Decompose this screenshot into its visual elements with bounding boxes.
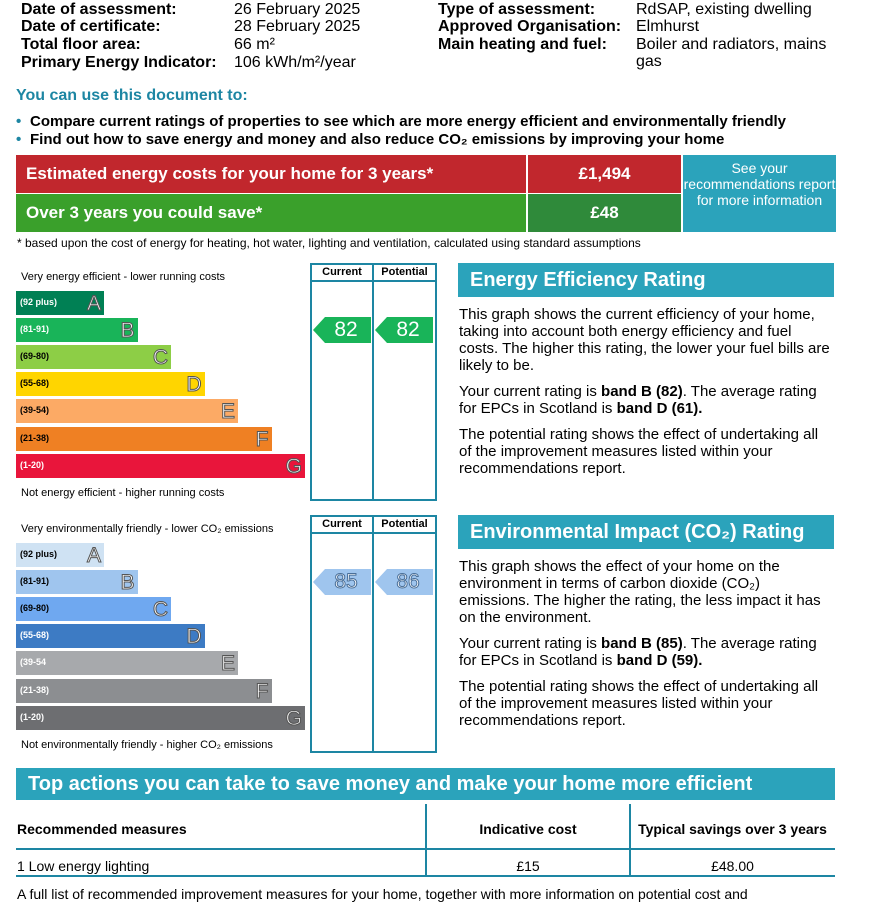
env-chart-divider — [372, 515, 374, 753]
env-bottom-caption: Not environmentally friendly - higher CO₂ emissions — [21, 739, 273, 751]
band-range: (55-68) — [20, 378, 50, 389]
band-e — [16, 399, 238, 423]
band-letter: B — [120, 571, 135, 595]
band-b — [16, 318, 138, 342]
energy-chart-header-line — [310, 280, 437, 282]
date-of-assessment-value: 26 February 2025 — [234, 1, 361, 18]
table-row-line — [16, 875, 835, 877]
band-c — [16, 597, 171, 621]
env-panel-text — [459, 558, 834, 738]
band-letter: A — [86, 544, 101, 567]
env-chart-header-line — [310, 532, 437, 534]
band-f — [16, 679, 272, 703]
type-of-assessment-value: RdSAP, existing dwelling — [636, 1, 812, 18]
table-row-cost: £15 — [516, 858, 540, 874]
estimated-costs-value: £1,494 — [528, 155, 681, 193]
band-a — [16, 291, 104, 315]
potential-rating-value: 82 — [396, 318, 420, 342]
band-d — [16, 372, 205, 396]
col-header-measures: Recommended measures — [17, 821, 187, 837]
band-g — [16, 454, 305, 478]
band-range: (81-91) — [20, 576, 50, 587]
potential-savings-label: Over 3 years you could save* — [16, 194, 526, 232]
see-recommendations-box[interactable]: See your recommendations report for more information — [683, 155, 836, 232]
band-range: (81-91) — [20, 324, 50, 335]
band-range: (55-68) — [20, 630, 50, 641]
approved-organisation-value: Elmhurst — [636, 18, 700, 35]
energy-rating-text: Your current rating is — [459, 383, 602, 400]
band-letter: D — [186, 373, 202, 397]
band-range: (69-80) — [20, 351, 50, 362]
energy-chart-divider — [372, 263, 374, 501]
date-of-assessment-label: Date of assessment: — [21, 1, 177, 18]
usage-title: You can use this document to: — [16, 87, 248, 104]
env-top-caption: Very environmentally friendly - lower CO₂ emissions — [21, 523, 274, 535]
band-letter: C — [152, 346, 168, 370]
band-range: (39-54) — [20, 405, 50, 416]
energy-panel-para: The potential rating shows the effect of undertaking all of the improvement measures listed within your recommendations report. — [459, 426, 819, 477]
date-of-certificate-value: 28 February 2025 — [234, 18, 361, 35]
band-range: (92 plus) — [20, 549, 58, 559]
current-rating-value: 85 — [334, 570, 358, 594]
env-potential-header: Potential — [381, 518, 428, 530]
col-header-cost: Indicative cost — [479, 821, 577, 837]
env-rating-text: Your current rating is — [459, 635, 602, 652]
band-g — [16, 706, 305, 730]
primary-energy-indicator-label: Primary Energy Indicator: — [21, 54, 217, 71]
table-row-measure: 1 Low energy lighting — [17, 858, 150, 874]
current-rating-value: 82 — [334, 318, 358, 342]
band-letter: F — [255, 427, 269, 451]
energy-bottom-caption: Not energy efficient - higher running costs — [21, 487, 225, 499]
band-letter: G — [285, 706, 302, 730]
energy-panel-para: This graph shows the current efficiency of your home, taking into account both energy efficiency and fuel costs. The higher this rating, the lower your fuel bills are likely to be. — [459, 306, 830, 374]
energy-panel-title: Energy Efficiency Rating — [458, 263, 834, 297]
band-range: (21-38) — [20, 684, 50, 695]
band-range: (21-38) — [20, 432, 50, 443]
band-letter: E — [220, 652, 235, 676]
cost-footnote: * based upon the cost of energy for heating, hot water, lighting and ventilation, calculated using standard assumptions — [17, 236, 641, 250]
band-f — [16, 427, 272, 451]
table-row-saving: £48.00 — [711, 858, 754, 874]
env-panel-para: The potential rating shows the effect of undertaking all of the improvement measures listed within your recommendations report. — [459, 678, 819, 729]
band-range: (69-80) — [20, 603, 50, 614]
band-a — [16, 543, 104, 567]
env-panel-para: This graph shows the effect of your home on the environment in terms of carbon dioxide (CO₂) emissions. The higher the rating, the less impact it has on the environment. — [459, 558, 821, 626]
top-actions-title: Top actions you can take to save money and make your home more efficient — [16, 768, 835, 800]
band-range: (39-54 — [20, 657, 47, 668]
band-range: (1-20) — [20, 459, 45, 470]
env-panel-title: Environmental Impact (CO₂) Rating — [458, 515, 834, 549]
usage-bullet: • Compare current ratings of properties to see which are more energy efficient and environmentally friendly — [16, 113, 787, 130]
estimated-costs-label: Estimated energy costs for your home for 3 years* — [16, 155, 526, 193]
band-letter: C — [152, 598, 168, 622]
total-floor-area-label: Total floor area: — [21, 36, 141, 53]
band-letter: F — [255, 679, 269, 703]
band-letter: A — [86, 292, 101, 315]
band-letter: D — [186, 625, 202, 649]
band-letter: G — [285, 454, 302, 478]
band-c — [16, 345, 171, 369]
usage-bullet-text: Find out how to save energy and money and also reduce CO₂ emissions by improving your home — [30, 131, 725, 148]
band-range: (92 plus) — [20, 297, 58, 307]
primary-energy-indicator-value: 106 kWh/m²/year — [234, 54, 356, 71]
energy-current-header: Current — [322, 266, 362, 278]
band-d — [16, 624, 205, 648]
type-of-assessment-label: Type of assessment: — [438, 1, 596, 18]
energy-average-band: band D (61). — [616, 400, 703, 417]
main-heating-label: Main heating and fuel: — [438, 36, 607, 53]
potential-savings-value: £48 — [528, 194, 681, 232]
env-current-band: band B (85) — [601, 635, 683, 652]
band-b — [16, 570, 138, 594]
main-heating-value: Boiler and radiators, mains gas — [636, 36, 827, 70]
env-rating-text: . The average rating for EPCs in Scotland is — [459, 635, 817, 669]
energy-rating-text: . The average rating for EPCs in Scotland is — [459, 383, 817, 417]
band-e — [16, 651, 238, 675]
env-panel-rating-para — [459, 635, 834, 669]
env-current-header: Current — [322, 518, 362, 530]
energy-current-band: band B (82) — [601, 383, 683, 400]
potential-rating-value: 86 — [396, 570, 420, 594]
full-list-note: A full list of recommended improvement measures for your home, together with more information on potential cost and — [17, 886, 748, 902]
date-of-certificate-label: Date of certificate: — [21, 18, 161, 35]
energy-potential-header: Potential — [381, 266, 428, 278]
energy-panel-text — [459, 306, 834, 486]
usage-bullet: • Find out how to save energy and money and also reduce CO₂ emissions by improving your home — [16, 131, 725, 148]
energy-top-caption: Very energy efficient - lower running costs — [21, 271, 226, 283]
col-header-savings: Typical savings over 3 years — [638, 821, 827, 837]
band-range: (1-20) — [20, 711, 45, 722]
total-floor-area-value: 66 m² — [234, 36, 275, 53]
usage-bullet-text: Compare current ratings of properties to see which are more energy efficient and environmentally friendly — [30, 113, 787, 130]
band-letter: E — [220, 400, 235, 424]
energy-panel-rating-para — [459, 383, 834, 417]
env-average-band: band D (59). — [616, 652, 703, 669]
band-letter: B — [120, 319, 135, 343]
approved-organisation-label: Approved Organisation: — [438, 18, 622, 35]
